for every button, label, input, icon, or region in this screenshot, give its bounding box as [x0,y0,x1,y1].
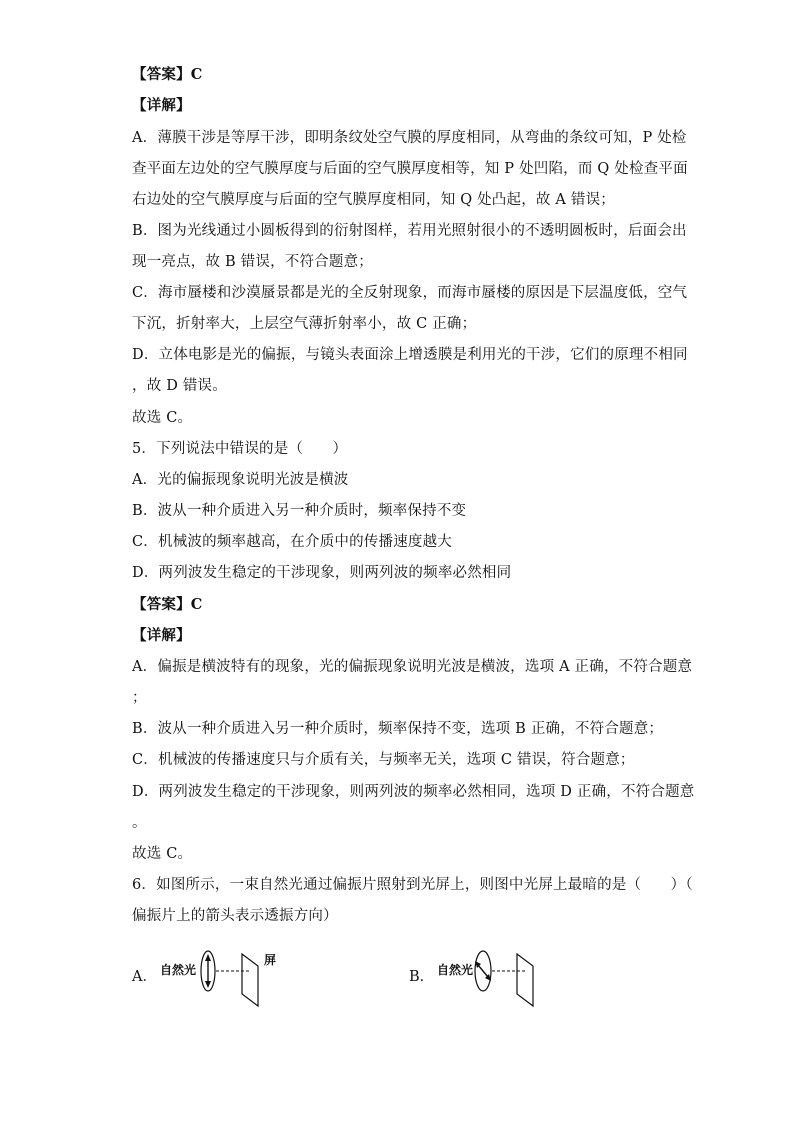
detail-line: 右边处的空气膜厚度与后面的空气膜厚度相同，知 Q 处凸起，故 A 错误； [132,192,615,208]
detail-line: 下沉，折射率大，上层空气薄折射率小，故 C 正确； [132,316,477,332]
detail-line: B．波从一种介质进入另一种介质时，频率保持不变，选项 B 正确，不符合题意； [132,721,664,737]
detail-line: ，故 D 错误。 [132,378,227,394]
question-5-option-d: D．两列波发生稳定的干涉现象，则两列波的频率必然相同 [132,565,512,581]
detail-line: A．偏振是横波特有的现象，光的偏振现象说明光波是横波，选项 A 正确，不符合题意 [132,659,693,675]
conclusion-line: 故选 C。 [132,410,193,426]
natural-light-label: 自然光 [437,963,474,977]
detail-line: C．机械波的传播速度只与介质有关，与频率无关，选项 C 错误，符合题意； [132,752,635,768]
detail-line: 。 [132,815,147,831]
screen-icon [517,954,533,1006]
detail-line: D．立体电影是光的偏振，与镜头表面涂上增透膜是利用光的干涉，它们的原理不相同 [132,347,688,363]
question-6-stem-continued: 偏振片上的箭头表示透振方向） [132,908,338,924]
question-6-option-a-label[interactable]: A． [132,969,157,985]
detail-line: ； [132,690,147,706]
screen-icon [242,954,258,1006]
detail-line: 查平面左边处的空气膜厚度与后面的空气膜厚度相等，知 P 处凹陷，而 Q 处检查平面 [132,161,688,177]
option-a-polarizer-figure [160,944,290,1010]
question-5-option-b: B．波从一种介质进入另一种介质时，频率保持不变 [132,503,467,519]
question-6-option-b-label[interactable]: B． [409,969,435,985]
option-b-polarizer-figure [437,944,547,1010]
natural-light-label: 自然光 [160,963,197,977]
answer-label-4: 【答案】C [132,66,203,83]
detail-line: A．薄膜干涉是等厚干涉，即明条纹处空气膜的厚度相同，从弯曲的条纹可知，P 处检 [132,130,687,146]
detail-line: C．海市蜃楼和沙漠蜃景都是光的全反射现象，而海市蜃楼的原因是下层温度低，空气 [132,285,688,301]
detail-label-4: 【详解】 [132,97,191,114]
question-5-stem: 5．下列说法中错误的是（ ） [132,441,348,457]
detail-line: D．两列波发生稳定的干涉现象，则两列波的频率必然相同，选项 D 正确，不符合题意 [132,784,695,800]
answer-label-5: 【答案】C [132,596,203,613]
detail-line: B．图为光线通过小圆板得到的衍射图样，若用光照射很小的不透明圆板时，后面会出 [132,223,687,239]
question-5-option-c: C．机械波的频率越高，在介质中的传播速度越大 [132,534,452,550]
question-6-stem: 6．如图所示，一束自然光通过偏振片照射到光屏上，则图中光屏上最暗的是（ ）（ [132,877,693,893]
question-5-option-a: A．光的偏振现象说明光波是横波 [132,472,349,488]
screen-label: 屏 [264,953,277,967]
detail-line: 现一亮点，故 B 错误，不符合题意； [132,254,373,270]
transmission-axis-arrow [478,965,488,977]
detail-label-5: 【详解】 [132,627,191,644]
conclusion-line: 故选 C。 [132,846,193,862]
